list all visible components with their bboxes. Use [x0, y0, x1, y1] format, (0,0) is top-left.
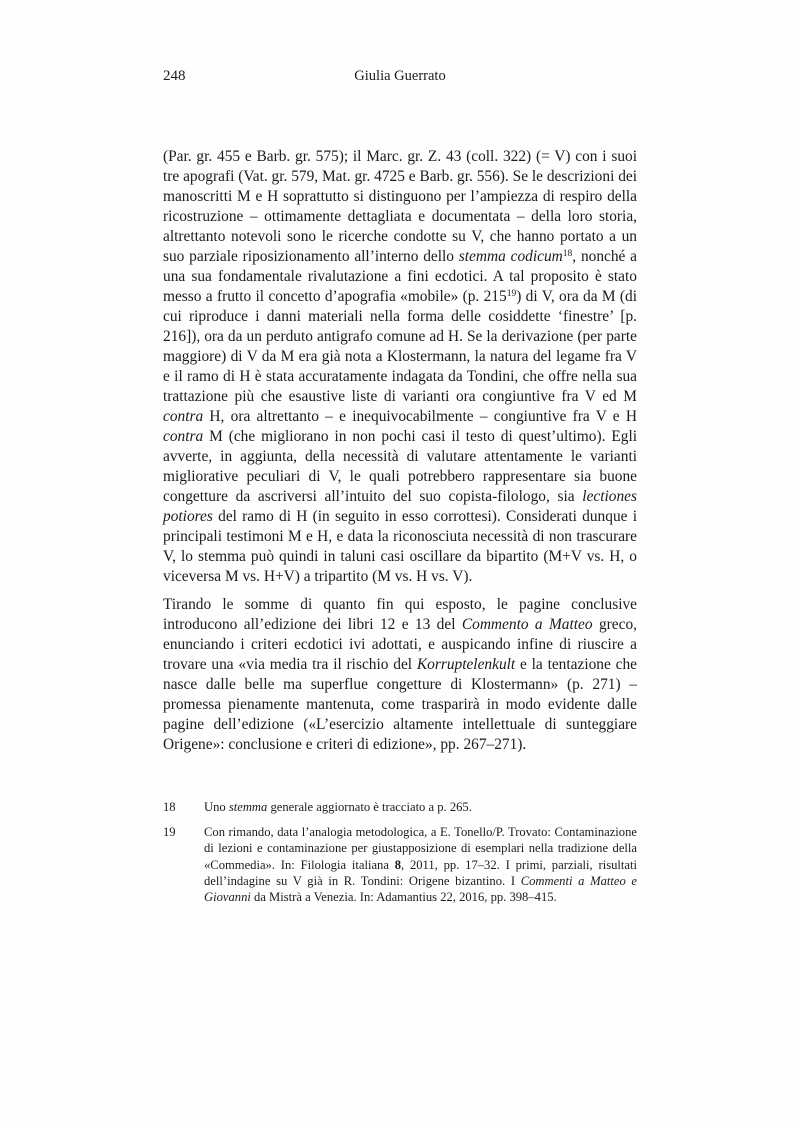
- footnote-number: 19: [163, 825, 176, 840]
- paragraph: Tirando le somme di quanto fin qui esposto, le pagine conclusive introducono all’edizione dei libri 12 e 13 del Commento a Matteo greco, enunciando i criteri ecdotici ivi adottati, e auspicando infine di riuscire a trovare una «via media tra il rischio del Korruptelenkult e la tentazione che nasce dalle belle ma superflue congetture di Klostermann» (p. 271) – promessa pienamente mantenuta, come trasparirà in modo evidente dalle pagine dell’edizione («L’esercizio altamente intellettuale di sunteggiare Origene»: conclusione e criteri di edizione», pp. 267–271).: [163, 596, 637, 753]
- running-head-author: Giulia Guerrato: [354, 68, 446, 84]
- paragraph: (Par. gr. 455 e Barb. gr. 575); il Marc. gr. Z. 43 (coll. 322) (= V) con i suoi tre apografi (Vat. gr. 579, Mat. gr. 4725 e Barb. gr. 556). Se le descrizioni dei manoscritti M e H soprattutto si distinguono per l’ampiezza di respiro della ricostruzione – ottimamente dettagliata e documentata – della loro storia, altrettanto notevoli sono le ricerche condotte su V, che hanno portato a un suo parziale riposizionamento all’interno dello stemma codicum$^{18}$, nonché a una sua fondamentale rivalutazione a fini ecdotici. A tal proposito è stato messo a frutto il concetto d’apografia «mobile» (p. $215^{19}$) di V, ora da M (di cui riproduce i danni materiali nella forma delle cosiddette ‘finestre’ [p. 216]), ora da un perduto antigrafo comune ad H. Se la derivazione (per parte maggiore) di V da M era già nota a Klostermann, la natura del legame fra V e il ramo di H è stata accuratamente indagata da Tondini, che offre nella sua trattazione più che esaustive liste di varianti ora congiuntive fra V ed M contra H, ora altrettanto – e inequivocabilmente – congiuntive fra V e H contra M (che migliorano in non pochi casi il testo di quest’ultimo). Egli avverte, in aggiunta, della necessità di valutare attentamente le varianti migliorative peculiari di V, le quali potrebbero rappresentare sia buone congetture da ascriversi all’intuito del suo copista-filologo, sia lectiones potiores del ramo di H (in seguito in esso corrottesi). Considerati dunque i principali testimoni M e H, e data la riconosciuta necessità di non trascurare V, lo stemma può quindi in taluni casi oscillare da bipartito (M+V vs. H, o viceversa M vs. H+V) a tripartito (M vs. H vs. V).: [163, 148, 638, 585]
- footnote-text: Uno stemma generale aggiornato è tracciato a p. 265.: [204, 800, 472, 814]
- footnote-reference: 19: [506, 288, 517, 300]
- body-text: [163, 147, 637, 755]
- footnotes-section: [163, 799, 637, 905]
- footnote: [163, 824, 637, 905]
- text-block: [163, 68, 637, 905]
- running-header: [163, 68, 637, 85]
- footnote-reference: 18: [562, 248, 573, 260]
- footnote: [163, 799, 637, 815]
- page-number: 248: [163, 68, 186, 84]
- footnote-text: Con rimando, data l’analogia metodologica, a E. Tonello/P. Trovato: Contaminazione di lezioni e contaminazione per giustapposizione di esemplari nella tradizione della «Commedia». In: Filologia italiana 8, 2011, pp. 17–32. I primi, parziali, risultati dell’indagine su V già in R. Tondini: Origene bizantino. I Commenti a Matteo e Giovanni da Mistrà a Venezia. In: Adamantius 22, 2016, pp. 398–415.: [204, 825, 638, 905]
- footnote-number: 18: [163, 800, 176, 814]
